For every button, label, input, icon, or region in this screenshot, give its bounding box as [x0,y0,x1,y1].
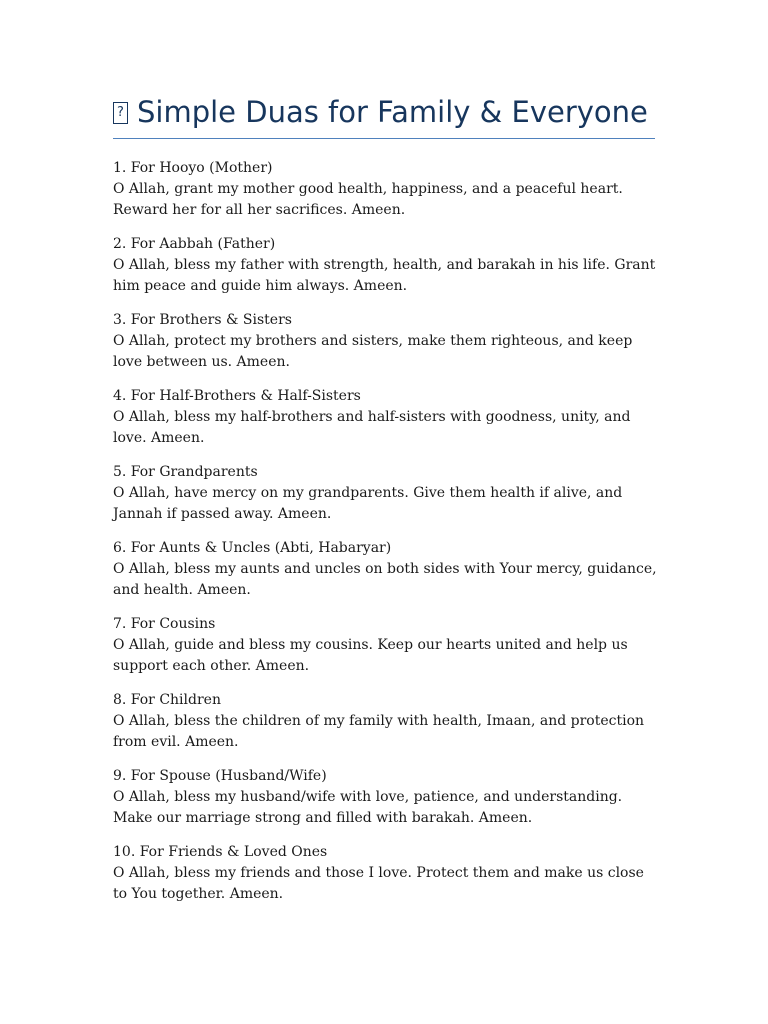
item-heading: 5. For Grandparents [113,464,258,480]
item-text: O Allah, bless my husband/wife with love, patience, and understanding. Make our marriage strong and filled with barakah. Ameen. [113,789,623,826]
list-item [113,614,658,677]
list-item [113,158,658,221]
item-heading: 4. For Half-Brothers & Half-Sisters [113,388,361,404]
item-heading: 3. For Brothers & Sisters [113,312,292,328]
item-text: O Allah, bless my half-brothers and half-sisters with goodness, unity, and love. Ameen. [113,409,631,446]
title-block [113,92,655,139]
item-text: O Allah, bless the children of my family with health, Imaan, and protection from evil. Ameen. [113,713,645,750]
item-text: O Allah, bless my father with strength, health, and barakah in his life. Grant him peace and guide him always. Ameen. [113,257,656,294]
list-item [113,462,658,525]
missing-glyph-icon: ? [113,102,128,124]
item-text: O Allah, bless my aunts and uncles on both sides with Your mercy, guidance, and health. Ameen. [113,561,657,598]
item-text: O Allah, protect my brothers and sisters, make them righteous, and keep love between us. Ameen. [113,333,633,370]
item-heading: 1. For Hooyo (Mother) [113,160,273,176]
document-title-text: Simple Duas for Family & Everyone [137,95,648,129]
item-heading: 10. For Friends & Loved Ones [113,844,328,860]
item-text: O Allah, guide and bless my cousins. Keep our hearts united and help us support each other. Ameen. [113,637,628,674]
item-heading: 9. For Spouse (Husband/Wife) [113,768,327,784]
list-item [113,310,658,373]
dua-list [113,158,658,918]
item-heading: 2. For Aabbah (Father) [113,236,276,252]
document-title [113,92,655,132]
list-item [113,766,658,829]
list-item [113,690,658,753]
list-item [113,234,658,297]
list-item [113,842,658,905]
list-item [113,386,658,449]
item-text: O Allah, have mercy on my grandparents. Give them health if alive, and Jannah if passed away. Ameen. [113,485,623,522]
list-item [113,538,658,601]
item-text: O Allah, grant my mother good health, happiness, and a peaceful heart. Reward her for all her sacrifices. Ameen. [113,181,623,218]
item-heading: 8. For Children [113,692,221,708]
item-heading: 7. For Cousins [113,616,216,632]
item-heading: 6. For Aunts & Uncles (Abti, Habaryar) [113,540,392,556]
item-text: O Allah, bless my friends and those I love. Protect them and make us close to You together. Ameen. [113,865,644,902]
